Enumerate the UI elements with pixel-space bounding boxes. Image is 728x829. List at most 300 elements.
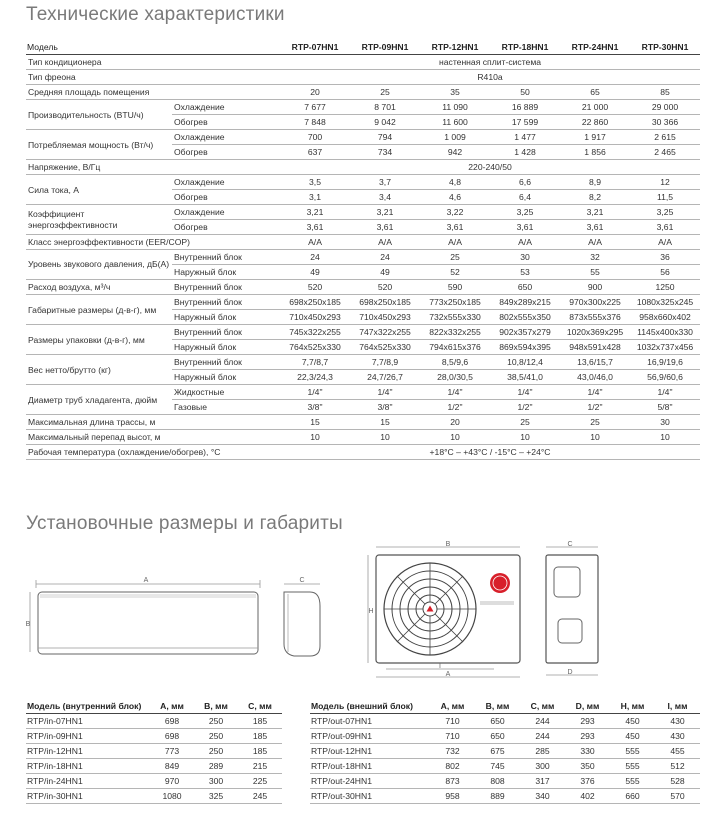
outdoor-model-cell: RTP/out-09HN1 (310, 729, 430, 744)
indoor-value-cell: 250 (194, 714, 238, 729)
spec-row-efficiency (26, 205, 700, 220)
indoor-value-cell: 185 (238, 729, 282, 744)
outdoor-row (310, 714, 700, 729)
spec-value: 948x591x428 (560, 340, 630, 355)
label-i: I (439, 663, 441, 670)
spec-value: 1250 (630, 280, 700, 295)
spec-value: 3,21 (280, 205, 350, 220)
outdoor-value-cell: 745 (475, 759, 520, 774)
outdoor-value-cell: 802 (430, 759, 475, 774)
spec-value: 43,0/46,0 (560, 370, 630, 385)
spec-sublabel: Охлаждение (172, 100, 280, 115)
indoor-value-cell: 325 (194, 789, 238, 804)
spec-value: 869x594x395 (490, 340, 560, 355)
spec-label: Потребляемая мощность (Вт/ч) (26, 130, 172, 160)
spec-value: 10 (560, 430, 630, 445)
outdoor-value-cell: 244 (520, 714, 565, 729)
indoor-model-cell: RTP/in-18HN1 (26, 759, 150, 774)
spec-value: 15 (280, 415, 350, 430)
spec-value: 4,8 (420, 175, 490, 190)
specs-header-row (26, 40, 700, 55)
indoor-row (26, 759, 282, 774)
outdoor-row (310, 774, 700, 789)
spec-value: 747x322x255 (350, 325, 420, 340)
outdoor-value-cell: 660 (610, 789, 655, 804)
spec-label: Диаметр труб хладагента, дюйм (26, 385, 172, 415)
spec-value: 794x615x376 (420, 340, 490, 355)
indoor-value-cell: 225 (238, 774, 282, 789)
spec-value: настенная сплит-система (280, 55, 700, 70)
spec-value: 32 (560, 250, 630, 265)
spec-value: 1 917 (560, 130, 630, 145)
spec-row-weight (26, 355, 700, 370)
outdoor-model-cell: RTP/out-07HN1 (310, 714, 430, 729)
outdoor-value-cell: 317 (520, 774, 565, 789)
indoor-unit-body (38, 592, 258, 654)
label-c: C (299, 577, 305, 584)
outdoor-value-cell: 650 (475, 714, 520, 729)
spec-label: Производительность (BTU/ч) (26, 100, 172, 130)
spec-value: 55 (560, 265, 630, 280)
indoor-value-cell: 698 (150, 729, 194, 744)
indoor-value-cell: 185 (238, 744, 282, 759)
spec-label: Тип фреона (26, 70, 280, 85)
header-model-name: RTP-07HN1 (280, 40, 350, 55)
spec-sublabel: Охлаждение (172, 130, 280, 145)
spec-value: 12 (630, 175, 700, 190)
spec-row-power (26, 130, 700, 145)
spec-value: 5/8" (630, 400, 700, 415)
spec-sublabel: Обогрев (172, 220, 280, 235)
spec-value: 10 (350, 430, 420, 445)
specs-body (26, 55, 700, 460)
header-model-name: RTP-18HN1 (490, 40, 560, 55)
label-c: C (567, 541, 573, 548)
outdoor-value-cell: 650 (475, 729, 520, 744)
outdoor-value-cell: 340 (520, 789, 565, 804)
spec-sublabel: Наружный блок (172, 340, 280, 355)
spec-value: A/A (560, 235, 630, 250)
indoor-value-cell: 849 (150, 759, 194, 774)
outdoor-value-cell: 402 (565, 789, 610, 804)
spec-value: 958x660x402 (630, 310, 700, 325)
spec-row-pipes (26, 385, 700, 400)
spec-value: 2 615 (630, 130, 700, 145)
spec-row-type (26, 55, 700, 70)
spec-value: 637 (280, 145, 350, 160)
outdoor-unit-dim-c (546, 541, 598, 548)
spec-value: A/A (350, 235, 420, 250)
label-h: H (368, 608, 374, 615)
spec-row-freon (26, 70, 700, 85)
spec-value: 4,6 (420, 190, 490, 205)
spec-row-max_len (26, 415, 700, 430)
outdoor-value-cell: 512 (655, 759, 700, 774)
spec-row-pack (26, 325, 700, 340)
indoor-row (26, 729, 282, 744)
spec-value: 802x555x350 (490, 310, 560, 325)
outdoor-value-cell: 300 (520, 759, 565, 774)
indoor-model-cell: RTP/in-24HN1 (26, 774, 150, 789)
spec-value: 15 (350, 415, 420, 430)
indoor-model-cell: RTP/in-30HN1 (26, 789, 150, 804)
spec-value: 11 090 (420, 100, 490, 115)
outdoor-value-cell: 528 (655, 774, 700, 789)
spec-value: 24 (350, 250, 420, 265)
spec-value: 3,5 (280, 175, 350, 190)
spec-label: Средняя площадь помещения (26, 85, 280, 100)
indoor-unit-dim-b (26, 592, 31, 652)
spec-sublabel: Внутренний блок (172, 295, 280, 310)
outdoor-unit-dim-d (546, 669, 598, 676)
outdoor-value-cell: 570 (655, 789, 700, 804)
spec-sublabel: Наружный блок (172, 310, 280, 325)
spec-sublabel: Газовые (172, 400, 280, 415)
label-a: A (143, 577, 149, 584)
specs-title: Технические характеристики (26, 4, 285, 25)
outdoor-value-cell: 285 (520, 744, 565, 759)
spec-value: 698x250x185 (350, 295, 420, 310)
indoor-value-cell: 185 (238, 714, 282, 729)
spec-value: 822x332x255 (420, 325, 490, 340)
outdoor-unit-dim-h (368, 555, 374, 663)
spec-value: 20 (280, 85, 350, 100)
spec-value: 3,1 (280, 190, 350, 205)
spec-value: 3,7 (350, 175, 420, 190)
indoor-header-row (26, 699, 282, 714)
indoor-header-c: C, мм (238, 699, 282, 714)
spec-value: 773x250x185 (420, 295, 490, 310)
spec-value: 35 (420, 85, 490, 100)
spec-row-dims (26, 295, 700, 310)
spec-label: Сила тока, А (26, 175, 172, 205)
spec-value: 49 (350, 265, 420, 280)
spec-value: 900 (560, 280, 630, 295)
spec-value: 10 (280, 430, 350, 445)
spec-value: 1145x400x330 (630, 325, 700, 340)
indoor-header-a: A, мм (150, 699, 194, 714)
spec-value: 85 (630, 85, 700, 100)
outdoor-header-a: A, мм (430, 699, 475, 714)
spec-sublabel: Внутренний блок (172, 325, 280, 340)
spec-value: 49 (280, 265, 350, 280)
spec-value: 2 465 (630, 145, 700, 160)
spec-value: 10 (630, 430, 700, 445)
spec-label: Напряжение, В/Гц (26, 160, 280, 175)
spec-label: Габаритные размеры (д-в-г), мм (26, 295, 172, 325)
specs-table (26, 40, 700, 460)
indoor-value-cell: 698 (150, 714, 194, 729)
spec-label: Класс энергоэффективности (EER/COP) (26, 235, 280, 250)
spec-value: 590 (420, 280, 490, 295)
spec-value: 3,4 (350, 190, 420, 205)
outdoor-model-cell: RTP/out-18HN1 (310, 759, 430, 774)
spec-sublabel: Внутренний блок (172, 355, 280, 370)
outdoor-header-model: Модель (внешний блок) (310, 699, 430, 714)
header-model: Модель (26, 40, 280, 55)
fan-grille (384, 563, 476, 655)
spec-row-voltage (26, 160, 700, 175)
indoor-value-cell: 970 (150, 774, 194, 789)
indoor-value-cell: 300 (194, 774, 238, 789)
indoor-model-cell: RTP/in-07HN1 (26, 714, 150, 729)
spec-value: 11 600 (420, 115, 490, 130)
spec-value: 7,7/8,9 (350, 355, 420, 370)
spec-value: 7 848 (280, 115, 350, 130)
spec-value: 3,61 (490, 220, 560, 235)
spec-value: 970x300x225 (560, 295, 630, 310)
indoor-value-cell: 250 (194, 744, 238, 759)
outdoor-header-i: I, мм (655, 699, 700, 714)
spec-value: 650 (490, 280, 560, 295)
outdoor-value-cell: 430 (655, 729, 700, 744)
spec-value: 520 (350, 280, 420, 295)
spec-value: 1/4" (490, 385, 560, 400)
outdoor-header-h: H, мм (610, 699, 655, 714)
spec-value: 7 677 (280, 100, 350, 115)
indoor-unit-dim-a (36, 577, 260, 588)
spec-value: 1/2" (490, 400, 560, 415)
spec-sublabel: Жидкостные (172, 385, 280, 400)
label-b: B (445, 541, 451, 548)
spec-value: 13,6/15,7 (560, 355, 630, 370)
outdoor-header-d: D, мм (565, 699, 610, 714)
spec-sublabel: Охлаждение (172, 205, 280, 220)
spec-value: 220-240/50 (280, 160, 700, 175)
spec-sublabel: Внутренний блок (172, 280, 280, 295)
spec-row-noise (26, 250, 700, 265)
outdoor-value-cell: 244 (520, 729, 565, 744)
spec-value: 17 599 (490, 115, 560, 130)
indoor-row (26, 744, 282, 759)
outdoor-value-cell: 430 (655, 714, 700, 729)
spec-row-max_height (26, 430, 700, 445)
indoor-header-b: B, мм (194, 699, 238, 714)
spec-value: 1/4" (420, 385, 490, 400)
outdoor-value-cell: 555 (610, 774, 655, 789)
spec-value: 710x450x293 (350, 310, 420, 325)
outdoor-row (310, 789, 700, 804)
outdoor-value-cell: 293 (565, 729, 610, 744)
spec-value: 732x555x330 (420, 310, 490, 325)
indoor-body (26, 714, 282, 804)
spec-value: 710x450x293 (280, 310, 350, 325)
spec-value: 10,8/12,4 (490, 355, 560, 370)
outdoor-value-cell: 555 (610, 744, 655, 759)
spec-row-eer_class (26, 235, 700, 250)
spec-value: 50 (490, 85, 560, 100)
spec-row-airflow (26, 280, 700, 295)
label-a: A (445, 671, 451, 678)
spec-value: 6,6 (490, 175, 560, 190)
spec-label: Рабочая температура (охлаждение/обогрев), °С (26, 445, 280, 460)
spec-value: 25 (490, 415, 560, 430)
outdoor-value-cell: 555 (610, 759, 655, 774)
outdoor-model-cell: RTP/out-24HN1 (310, 774, 430, 789)
outdoor-header-row (310, 699, 700, 714)
outdoor-value-cell: 455 (655, 744, 700, 759)
spec-value: 30 (630, 415, 700, 430)
spec-value: A/A (490, 235, 560, 250)
spec-value: 1/4" (630, 385, 700, 400)
spec-value: 7,7/8,7 (280, 355, 350, 370)
spec-value: 3,21 (560, 205, 630, 220)
outdoor-row (310, 729, 700, 744)
spec-value: 3/8" (350, 400, 420, 415)
spec-value: 16,9/19,6 (630, 355, 700, 370)
spec-value: 1 856 (560, 145, 630, 160)
spec-label: Коэффициент энергоэффективности (26, 205, 172, 235)
outdoor-value-cell: 732 (430, 744, 475, 759)
spec-value: 700 (280, 130, 350, 145)
spec-value: 764x525x330 (280, 340, 350, 355)
spec-row-area (26, 85, 700, 100)
spec-value: 942 (420, 145, 490, 160)
indoor-value-cell: 245 (238, 789, 282, 804)
spec-label: Тип кондиционера (26, 55, 280, 70)
spec-value: 30 366 (630, 115, 700, 130)
spec-value: 56,9/60,6 (630, 370, 700, 385)
spec-value: 1/2" (420, 400, 490, 415)
spec-value: 25 (560, 415, 630, 430)
outdoor-value-cell: 675 (475, 744, 520, 759)
spec-value: 10 (420, 430, 490, 445)
spec-value: 36 (630, 250, 700, 265)
label-b: B (25, 621, 31, 628)
spec-sublabel: Обогрев (172, 190, 280, 205)
outdoor-unit-dim-a (376, 671, 520, 678)
spec-value: 22,3/24,3 (280, 370, 350, 385)
indoor-row (26, 774, 282, 789)
outdoor-value-cell: 873 (430, 774, 475, 789)
spec-value: 25 (350, 85, 420, 100)
outdoor-unit-dim-i (386, 663, 494, 670)
spec-value: 8 701 (350, 100, 420, 115)
spec-value: 1080x325x245 (630, 295, 700, 310)
spec-value: 520 (280, 280, 350, 295)
spec-value: 3,25 (490, 205, 560, 220)
spec-label: Уровень звукового давления, дБ(А) (26, 250, 172, 280)
spec-value: 8,9 (560, 175, 630, 190)
outdoor-unit-side-drawing (536, 541, 604, 681)
spec-row-capacity (26, 100, 700, 115)
outdoor-value-cell: 350 (565, 759, 610, 774)
outdoor-value-cell: 450 (610, 714, 655, 729)
indoor-value-cell: 773 (150, 744, 194, 759)
spec-value: 24 (280, 250, 350, 265)
indoor-dimensions-table (26, 699, 282, 804)
spec-sublabel: Наружный блок (172, 370, 280, 385)
indoor-model-cell: RTP/in-12HN1 (26, 744, 150, 759)
spec-value: 8,2 (560, 190, 630, 205)
spec-value: 3,61 (630, 220, 700, 235)
outdoor-value-cell: 376 (565, 774, 610, 789)
header-model-name: RTP-24HN1 (560, 40, 630, 55)
spec-label: Расход воздуха, м³/ч (26, 280, 172, 295)
spec-value: 1/2" (560, 400, 630, 415)
outdoor-value-cell: 958 (430, 789, 475, 804)
spec-label: Максимальный перепад высот, м (26, 430, 280, 445)
outdoor-model-cell: RTP/out-12HN1 (310, 744, 430, 759)
spec-value: 30 (490, 250, 560, 265)
outdoor-value-cell: 710 (430, 714, 475, 729)
outdoor-value-cell: 450 (610, 729, 655, 744)
indoor-value-cell: 250 (194, 729, 238, 744)
spec-value: 8,5/9,6 (420, 355, 490, 370)
spec-value: 745x322x255 (280, 325, 350, 340)
spec-value: 52 (420, 265, 490, 280)
spec-value: 734 (350, 145, 420, 160)
spec-value: 3,21 (350, 205, 420, 220)
spec-sublabel: Обогрев (172, 145, 280, 160)
spec-value: 3,61 (560, 220, 630, 235)
outdoor-value-cell: 808 (475, 774, 520, 789)
spec-value: 3,25 (630, 205, 700, 220)
spec-value: 29 000 (630, 100, 700, 115)
spec-row-current (26, 175, 700, 190)
spec-value: 65 (560, 85, 630, 100)
spec-sublabel: Охлаждение (172, 175, 280, 190)
spec-value: 25 (420, 250, 490, 265)
spec-value: 902x357x279 (490, 325, 560, 340)
spec-sublabel: Обогрев (172, 115, 280, 130)
spec-value: 764x525x330 (350, 340, 420, 355)
outdoor-row (310, 759, 700, 774)
spec-value: 56 (630, 265, 700, 280)
spec-value: 1 009 (420, 130, 490, 145)
spec-value: 11,5 (630, 190, 700, 205)
indoor-unit-side-drawing (276, 576, 326, 660)
spec-value: 873x555x376 (560, 310, 630, 325)
label-d: D (567, 669, 573, 676)
header-model-name: RTP-12HN1 (420, 40, 490, 55)
indoor-unit-side-body (284, 592, 320, 656)
indoor-row (26, 714, 282, 729)
spec-value: 1/4" (280, 385, 350, 400)
spec-label: Максимальная длина трассы, м (26, 415, 280, 430)
spec-value: 20 (420, 415, 490, 430)
spec-value: 9 042 (350, 115, 420, 130)
indoor-value-cell: 215 (238, 759, 282, 774)
spec-value: 22 860 (560, 115, 630, 130)
spec-row-temp (26, 445, 700, 460)
outdoor-unit-front-drawing (362, 541, 524, 681)
spec-value: 1032x737x456 (630, 340, 700, 355)
indoor-unit-front-drawing (24, 574, 268, 658)
spec-value: 3,61 (280, 220, 350, 235)
outdoor-header-b: B, мм (475, 699, 520, 714)
spec-value: 16 889 (490, 100, 560, 115)
install-title: Установочные размеры и габариты (26, 513, 343, 534)
spec-value: 794 (350, 130, 420, 145)
outdoor-value-cell: 710 (430, 729, 475, 744)
outdoor-body (310, 714, 700, 804)
spec-value: +18°C – +43°C / -15°C – +24°C (280, 445, 700, 460)
spec-value: A/A (420, 235, 490, 250)
spec-value: 1020x369x295 (560, 325, 630, 340)
indoor-model-cell: RTP/in-09HN1 (26, 729, 150, 744)
indoor-header-model: Модель (внутренний блок) (26, 699, 150, 714)
spec-value: 3,61 (420, 220, 490, 235)
outdoor-unit-dim-b (376, 541, 520, 548)
spec-value: 53 (490, 265, 560, 280)
spec-sublabel: Наружный блок (172, 265, 280, 280)
spec-value: 1/4" (350, 385, 420, 400)
spec-value: 6,4 (490, 190, 560, 205)
spec-value: 849x289x215 (490, 295, 560, 310)
outdoor-value-cell: 293 (565, 714, 610, 729)
spec-value: 10 (490, 430, 560, 445)
